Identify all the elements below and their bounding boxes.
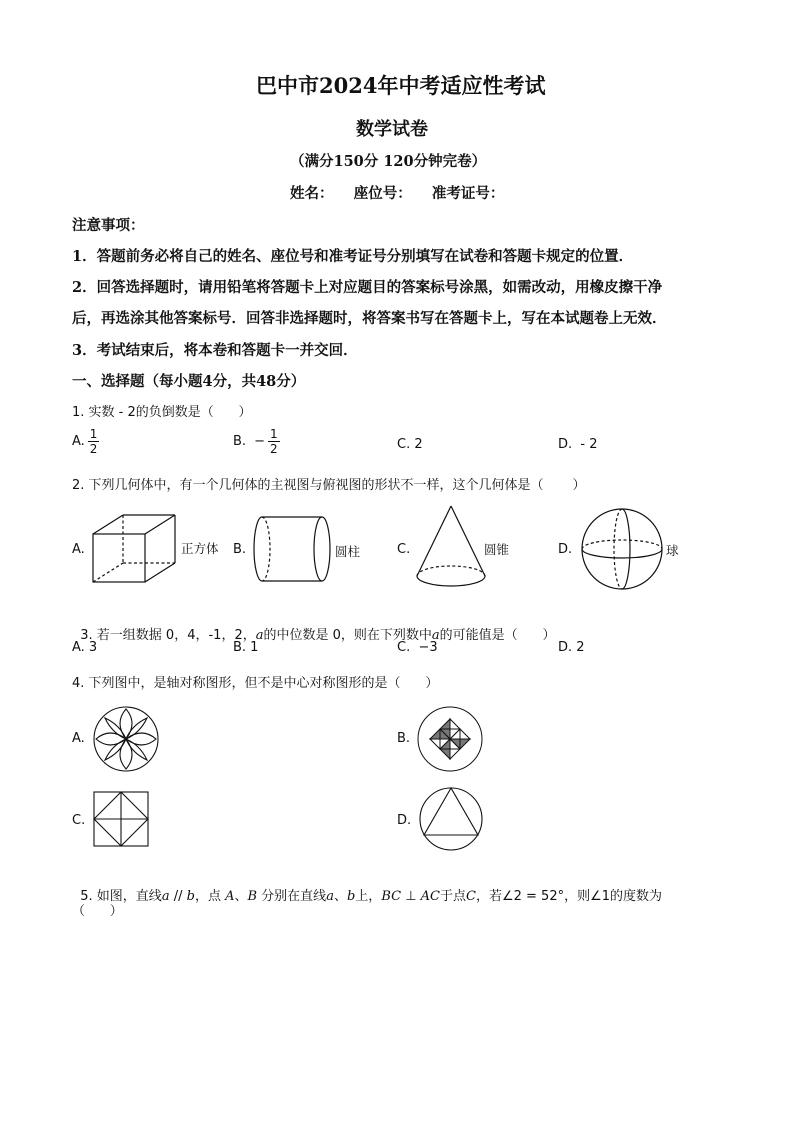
stem-text: 的可能值是（ ） bbox=[439, 628, 556, 643]
candidate-fields: 姓名： 座位号： 准考证号： bbox=[290, 185, 505, 202]
pinwheel-circle-figure bbox=[416, 705, 484, 773]
triangle-circle-figure bbox=[418, 786, 484, 852]
question-4-option-d-label: D. bbox=[397, 813, 412, 828]
segment-bc: BC bbox=[381, 889, 402, 904]
minus-sign: − bbox=[254, 434, 265, 449]
question-2-option-c-label: C. bbox=[397, 542, 411, 557]
fraction bbox=[88, 428, 100, 455]
exam-title: 巴中市2024年中考适应性考试 bbox=[256, 73, 546, 98]
question-2-option-b-label: B. bbox=[233, 542, 247, 557]
question-4-option-a-label: A. bbox=[72, 731, 85, 746]
question-2-option-a-label: A. bbox=[72, 542, 85, 557]
question-1-option-d: D. - 2 bbox=[558, 437, 598, 452]
stem-text: 上， bbox=[355, 889, 382, 904]
option-label: A. bbox=[72, 434, 85, 449]
question-5-stem bbox=[72, 870, 662, 904]
question-3-stem bbox=[72, 609, 555, 643]
square-diamond-figure bbox=[92, 790, 150, 848]
question-3-option-b: B. 1 bbox=[233, 640, 259, 655]
score-time: （满分150分 120分钟完卷） bbox=[290, 153, 487, 170]
variable-b: b bbox=[346, 889, 356, 904]
segment-ac: AC bbox=[420, 889, 440, 904]
stem-text: 的中位数是 0，则在下列数中 bbox=[263, 628, 432, 643]
flower-circle-figure bbox=[92, 705, 160, 773]
note-item: 3．考试结束后，将本卷和答题卡一并交回． bbox=[72, 342, 358, 359]
stem-text: 分别在直线 bbox=[257, 889, 327, 904]
note-item: 后，再选涂其他答案标号．回答非选择题时，将答案书写在答题卡上，写在本试题卷上无效． bbox=[72, 310, 667, 327]
fraction bbox=[268, 428, 280, 455]
variable-a: a bbox=[431, 628, 440, 643]
cone-label: 圆锥 bbox=[484, 542, 510, 557]
cube-figure bbox=[90, 512, 180, 584]
stem-text: 于点 bbox=[440, 889, 467, 904]
question-3-option-a: A. 3 bbox=[72, 640, 98, 655]
stem-text: ，若∠2 = 52°，则∠1的度数为 bbox=[475, 889, 663, 904]
question-1-option-c: C. 2 bbox=[397, 437, 423, 452]
point-a: A bbox=[225, 889, 235, 904]
parallel-sign: // bbox=[169, 889, 187, 904]
note-item: 1．答题前务必将自己的姓名、座位号和准考证号分别填写在试卷和答题卡规定的位置． bbox=[72, 248, 634, 265]
stem-text: 、 bbox=[333, 889, 347, 904]
cylinder-figure bbox=[252, 515, 334, 583]
variable-a: a bbox=[326, 889, 334, 904]
stem-text: 3. 若一组数据 0，4，-1，2， bbox=[80, 628, 256, 643]
stem-text: ，点 bbox=[194, 889, 226, 904]
section-heading: 一、选择题（每小题4分，共48分） bbox=[72, 373, 306, 390]
variable-b: b bbox=[186, 889, 195, 904]
option-label: B. bbox=[233, 434, 247, 449]
perp-sign: ⊥ bbox=[401, 889, 421, 904]
numerator: 1 bbox=[89, 427, 98, 441]
point-c: C bbox=[466, 889, 476, 904]
stem-text: 5. 如图，直线 bbox=[80, 889, 162, 904]
question-1-option-b bbox=[233, 428, 280, 455]
question-3-option-d: D. 2 bbox=[558, 640, 585, 655]
question-2-option-d-label: D. bbox=[558, 542, 573, 557]
question-3-option-c: C. −3 bbox=[397, 640, 438, 655]
question-4-option-c-label: C. bbox=[72, 813, 86, 828]
note-item: 2．回答选择题时，请用铅笔将答题卡上对应题目的答案标号涂黑，如需改动，用橡皮擦干净 bbox=[72, 279, 663, 296]
sphere-figure bbox=[578, 507, 668, 591]
question-1-option-a bbox=[72, 428, 99, 455]
stem-text: 、 bbox=[234, 889, 248, 904]
question-4-option-b-label: B. bbox=[397, 731, 411, 746]
denominator: 2 bbox=[269, 442, 278, 456]
sphere-label: 球 bbox=[666, 543, 679, 558]
question-2-stem: 2. 下列几何体中，有一个几何体的主视图与俯视图的形状不一样，这个几何体是（ ） bbox=[72, 478, 586, 493]
question-5-stem-line2: （ ） bbox=[72, 904, 123, 919]
variable-a: a bbox=[255, 628, 264, 643]
exam-subtitle: 数学试卷 bbox=[356, 119, 428, 140]
cylinder-label: 圆柱 bbox=[335, 544, 361, 559]
denominator: 2 bbox=[89, 442, 98, 456]
numerator: 1 bbox=[269, 427, 278, 441]
point-b: B bbox=[247, 889, 258, 904]
cone-figure bbox=[413, 504, 489, 590]
question-4-stem: 4. 下列图中，是轴对称图形，但不是中心对称图形的是（ ） bbox=[72, 676, 439, 691]
cube-label: 正方体 bbox=[181, 541, 219, 556]
notes-heading: 注意事项： bbox=[72, 217, 145, 234]
variable-a: a bbox=[161, 889, 170, 904]
question-1-stem: 1. 实数 - 2的负倒数是（ ） bbox=[72, 405, 252, 420]
